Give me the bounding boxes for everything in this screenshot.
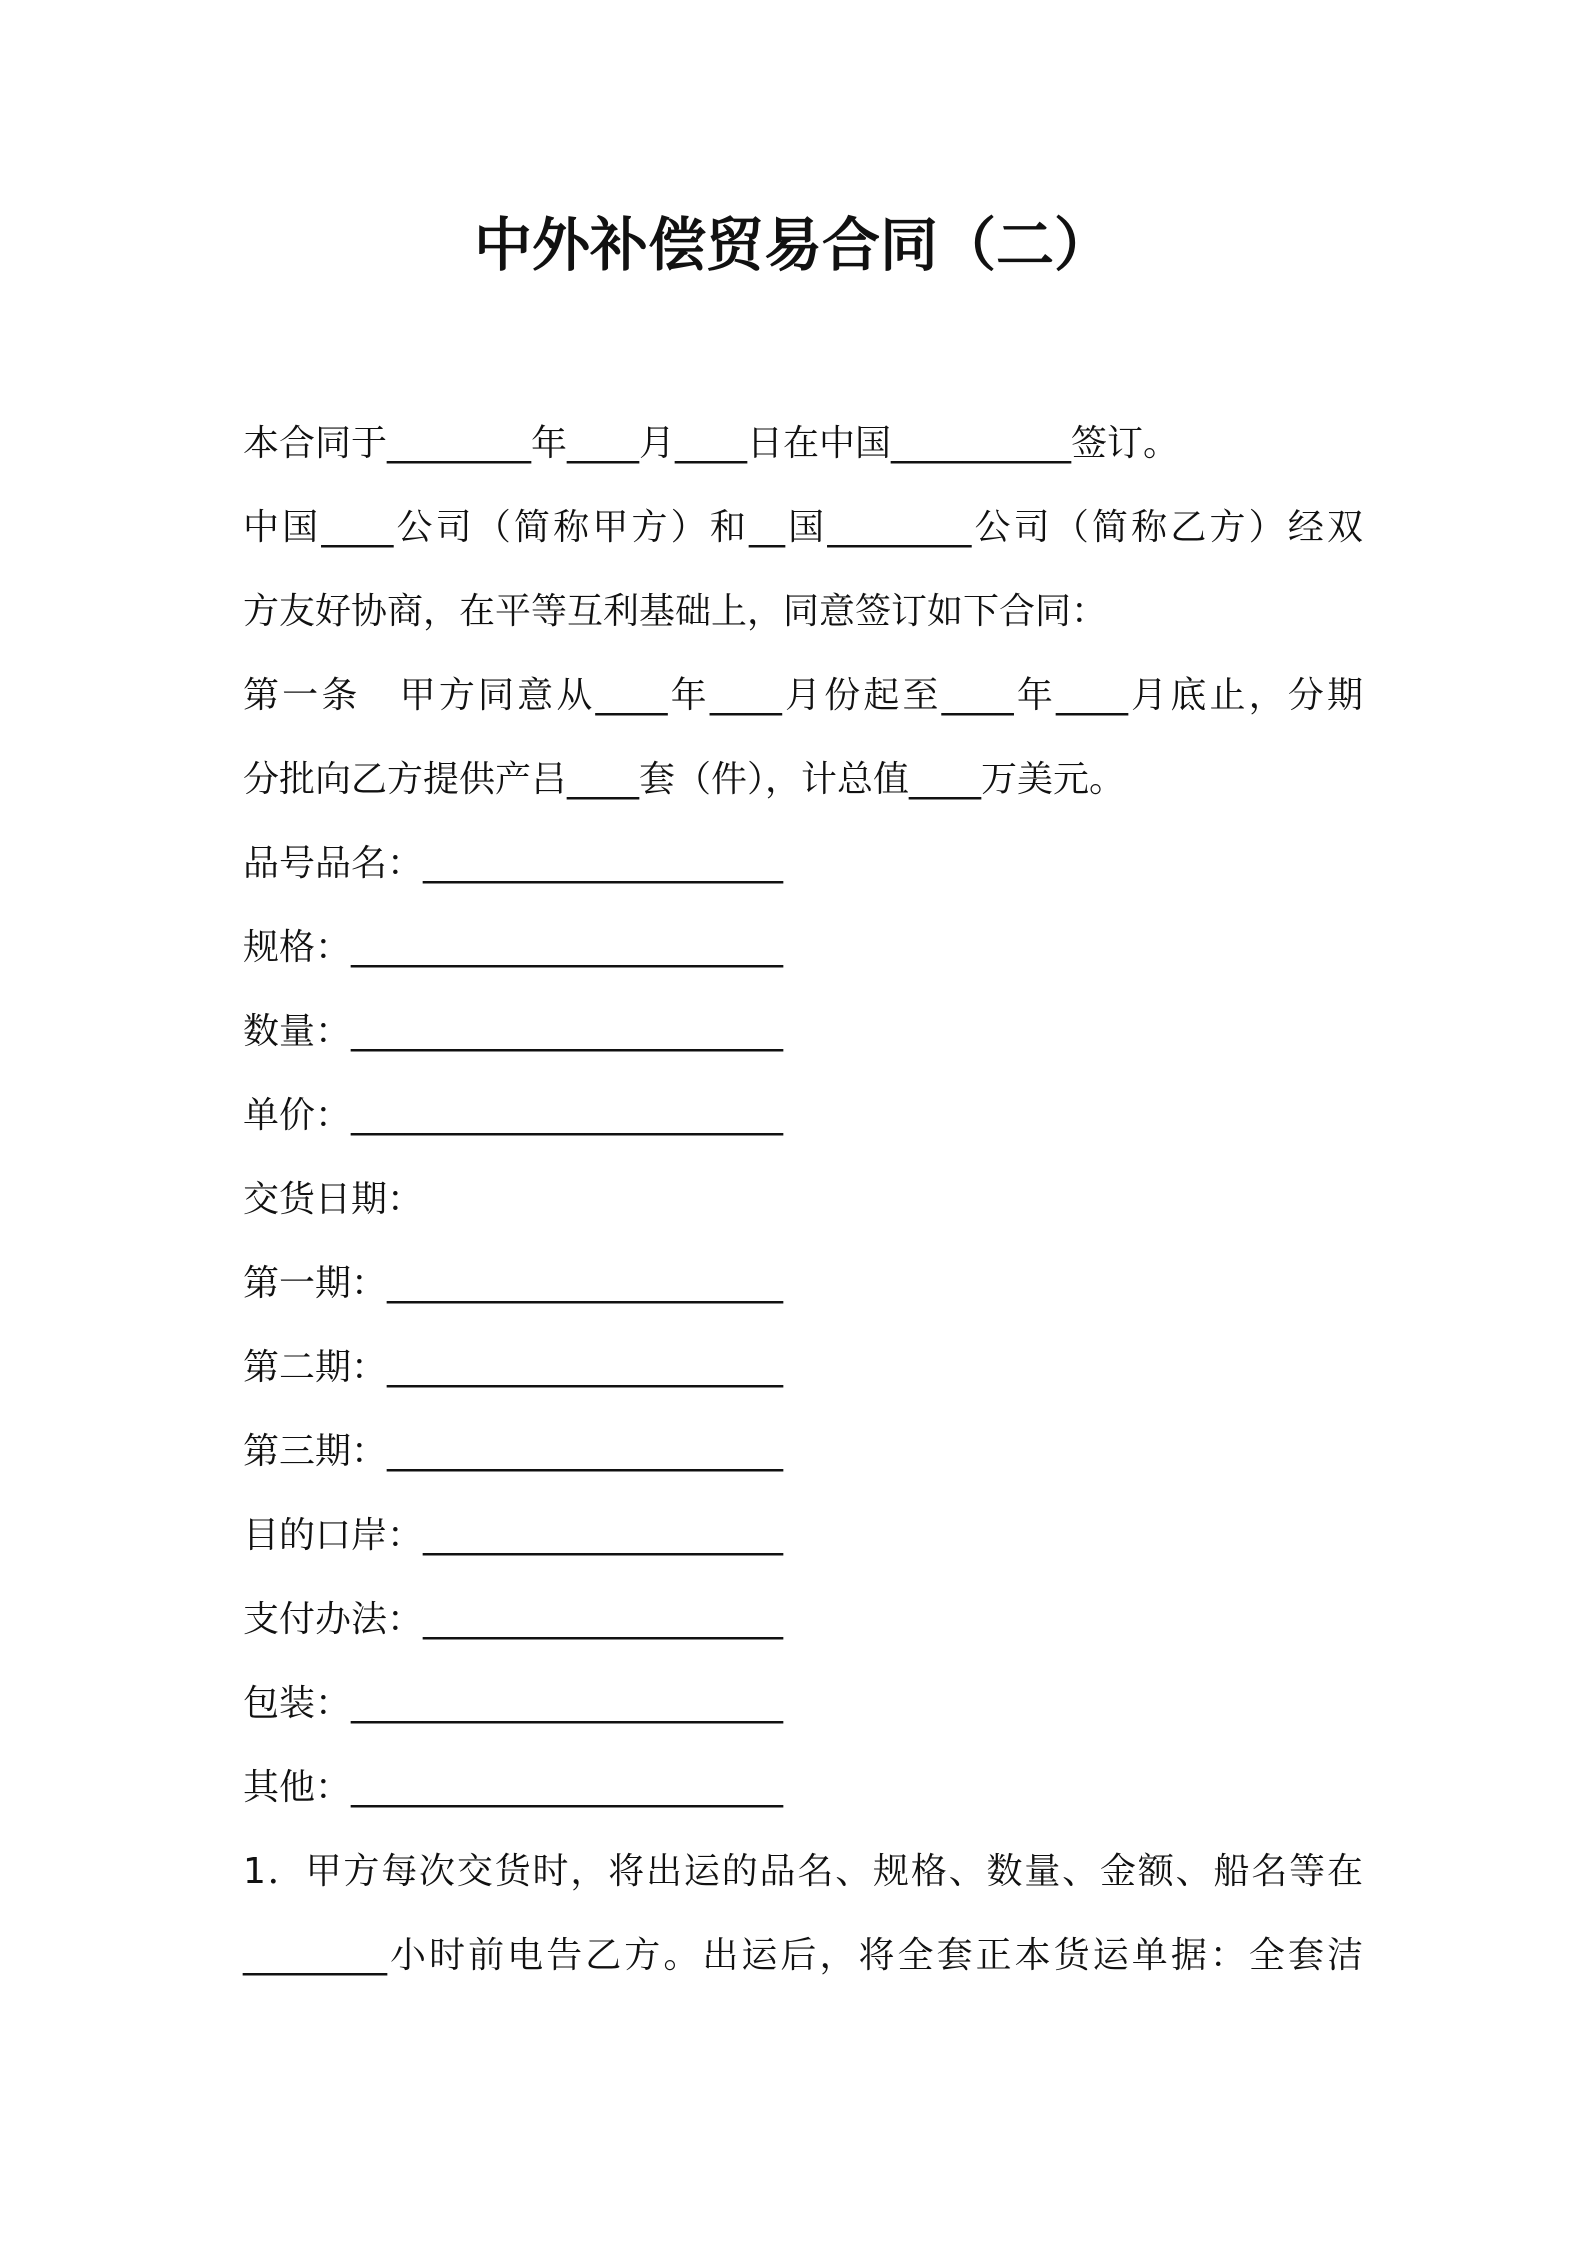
clause-1-line-1: 1．甲方每次交货时，将出运的品名、规格、数量、金额、船名等在 [243,1851,1363,1892]
field-packaging: 包装：________________________ [243,1683,784,1724]
field-phase-2: 第二期：______________________ [243,1347,784,1388]
clause-1-line-2: ________小时前电告乙方。出运后，将全套正本货运单据：全套洁 [243,1935,1363,1976]
document-title: 中外补偿贸易合同（二） [473,211,1112,279]
field-unit-price: 单价：________________________ [243,1095,784,1136]
field-delivery-date: 交货日期： [243,1179,424,1220]
field-payment-method: 支付办法：____________________ [243,1599,784,1640]
field-phase-3: 第三期：______________________ [243,1431,784,1472]
field-specification: 规格：________________________ [243,927,784,968]
parties-line-1: 中国____公司（简称甲方）和__国________公司（简称乙方）经双 [243,507,1363,548]
field-destination-port: 目的口岸：____________________ [243,1515,784,1556]
field-other: 其他：________________________ [243,1767,784,1808]
field-phase-1: 第一期：______________________ [243,1263,784,1304]
field-product-name: 品号品名：____________________ [243,843,784,884]
article-1-line-2: 分批向乙方提供产吕____套（件），计总值____万美元。 [243,759,1126,800]
field-quantity: 数量：________________________ [243,1011,784,1052]
signing-date-line: 本合同于________年____月____日在中国__________签订。 [243,423,1180,464]
article-1-line-1: 第一条 甲方同意从____年____月份起至____年____月底止，分期 [243,675,1363,716]
contract-body [243,402,1363,1998]
parties-line-2: 方友好协商，在平等互利基础上，同意签订如下合同： [243,591,1108,632]
